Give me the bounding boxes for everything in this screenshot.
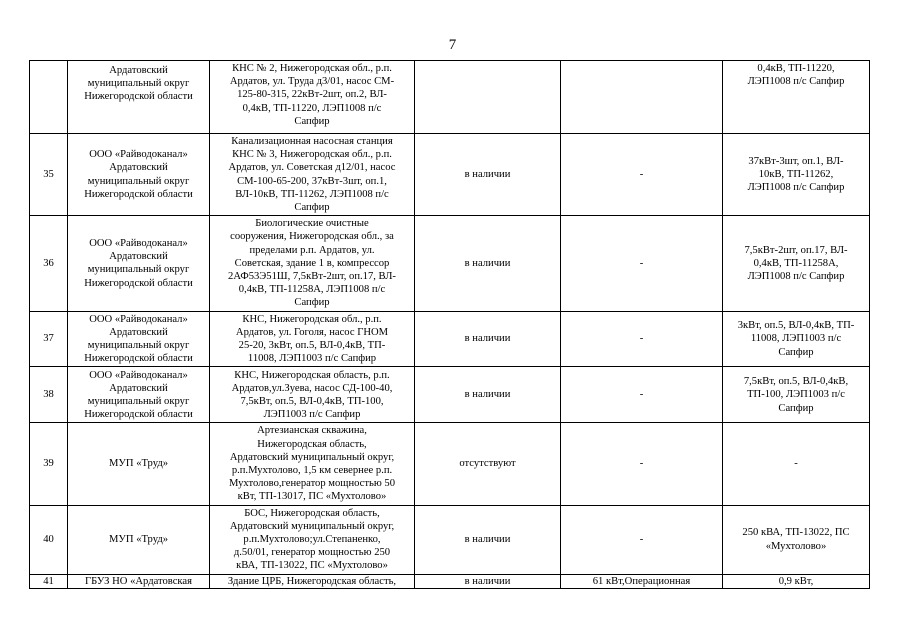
- row-number: 38: [30, 367, 68, 423]
- owner-cell: ООО «Райводоканал» Ардатовский муниципальный округ Нижегородской области: [68, 311, 210, 367]
- owner-cell: МУП «Труд»: [68, 505, 210, 574]
- power-cell: -: [561, 311, 723, 367]
- owner-cell: ГБУЗ НО «Ардатовская: [68, 574, 210, 588]
- object-cell: КНС, Нижегородская обл., р.п. Ардатов, ул. Гоголя, насос ГНОМ 25-20, 3кВт, оп.5, ВЛ-0,4кВ, ТП- 11008, ЛЭП1003 п/с Сапфир: [210, 311, 415, 367]
- connection-cell: 0,9 кВт,: [723, 574, 870, 588]
- availability-cell: отсутствуют: [415, 423, 561, 505]
- object-cell: Здание ЦРБ, Нижегородская область,: [210, 574, 415, 588]
- table-row: [30, 216, 870, 311]
- availability-cell: в наличии: [415, 574, 561, 588]
- availability-cell: в наличии: [415, 505, 561, 574]
- connection-cell: 37кВт-3шт, оп.1, ВЛ- 10кВ, ТП-11262, ЛЭП1008 п/с Сапфир: [723, 134, 870, 216]
- availability-cell: в наличии: [415, 216, 561, 311]
- connection-cell: -: [723, 423, 870, 505]
- table-row: [30, 134, 870, 216]
- row-number: 36: [30, 216, 68, 311]
- power-cell: [561, 61, 723, 134]
- power-cell: -: [561, 423, 723, 505]
- availability-cell: в наличии: [415, 134, 561, 216]
- owner-cell: ООО «Райводоканал» Ардатовский муниципальный округ Нижегородской области: [68, 216, 210, 311]
- power-cell: -: [561, 367, 723, 423]
- connection-cell: 7,5кВт-2шт, оп.17, ВЛ- 0,4кВ, ТП-11258А, ЛЭП1008 п/с Сапфир: [723, 216, 870, 311]
- row-number: 35: [30, 134, 68, 216]
- connection-cell: 250 кВА, ТП-13022, ПС «Мухтолово»: [723, 505, 870, 574]
- object-cell: Канализационная насосная станция КНС № 3, Нижегородская обл., р.п. Ардатов, ул. Советская д12/01, насос СМ-100-65-200, 37кВт-3шт, оп.1, ВЛ-10кВ, ТП-11262, ЛЭП1008 п/с Сапфир: [210, 134, 415, 216]
- power-cell: -: [561, 134, 723, 216]
- object-cell: КНС № 2, Нижегородская обл., р.п. Ардатов, ул. Труда д3/01, насос СМ- 125-80-315, 22кВт-2шт, оп.2, ВЛ- 0,4кВ, ТП-11220, ЛЭП1008 п/с Сапфир: [210, 61, 415, 134]
- page-number: 7: [448, 37, 457, 53]
- row-number: 41: [30, 574, 68, 588]
- table-row: [30, 574, 870, 588]
- availability-cell: в наличии: [415, 367, 561, 423]
- table-row: [30, 505, 870, 574]
- connection-cell: 3кВт, оп.5, ВЛ-0,4кВ, ТП- 11008, ЛЭП1003 п/с Сапфир: [723, 311, 870, 367]
- power-cell: -: [561, 216, 723, 311]
- object-cell: БОС, Нижегородская область, Ардатовский муниципальный округ, р.п.Мухтолово;ул.Степаненко, д.50/01, генератор мощностью 250 кВА, ТП-13022, ПС «Мухтолово»: [210, 505, 415, 574]
- row-number: 39: [30, 423, 68, 505]
- owner-cell: ООО «Райводоканал» Ардатовский муниципальный округ Нижегородской области: [68, 134, 210, 216]
- data-table: [29, 60, 870, 589]
- row-number: [30, 61, 68, 134]
- object-cell: Биологические очистные сооружения, Нижегородская обл., за пределами р.п. Ардатов, ул. Советская, здание 1 в, компрессор 2АФ53Э51Ш, 7,5кВт-2шт, оп.17, ВЛ- 0,4кВ, ТП-11258А, ЛЭП1008 п/с Сапфир: [210, 216, 415, 311]
- power-cell: 61 кВт,Операционная: [561, 574, 723, 588]
- table-row: [30, 311, 870, 367]
- row-number: 40: [30, 505, 68, 574]
- availability-cell: в наличии: [415, 311, 561, 367]
- table-row: [30, 61, 870, 134]
- availability-cell: [415, 61, 561, 134]
- owner-cell: Ардатовский муниципальный округ Нижегородской области: [68, 61, 210, 134]
- owner-cell: ООО «Райводоканал» Ардатовский муниципальный округ Нижегородской области: [68, 367, 210, 423]
- connection-cell: 7,5кВт, оп.5, ВЛ-0,4кВ, ТП-100, ЛЭП1003 п/с Сапфир: [723, 367, 870, 423]
- connection-cell: 0,4кВ, ТП-11220, ЛЭП1008 п/с Сапфир: [723, 61, 870, 134]
- power-cell: -: [561, 505, 723, 574]
- object-cell: КНС, Нижегородская область, р.п. Ардатов,ул.Зуева, насос СД-100-40, 7,5кВт, оп.5, ВЛ-0,4кВ, ТП-100, ЛЭП1003 п/с Сапфир: [210, 367, 415, 423]
- object-cell: Артезианская скважина, Нижегородская область, Ардатовский муниципальный округ, р.п.Мухтолово, 1,5 км севернее р.п. Мухтолово,генератор мощностью 50 кВт, ТП-13017, ПС «Мухтолово»: [210, 423, 415, 505]
- owner-cell: МУП «Труд»: [68, 423, 210, 505]
- row-number: 37: [30, 311, 68, 367]
- table-row: [30, 423, 870, 505]
- table-row: [30, 367, 870, 423]
